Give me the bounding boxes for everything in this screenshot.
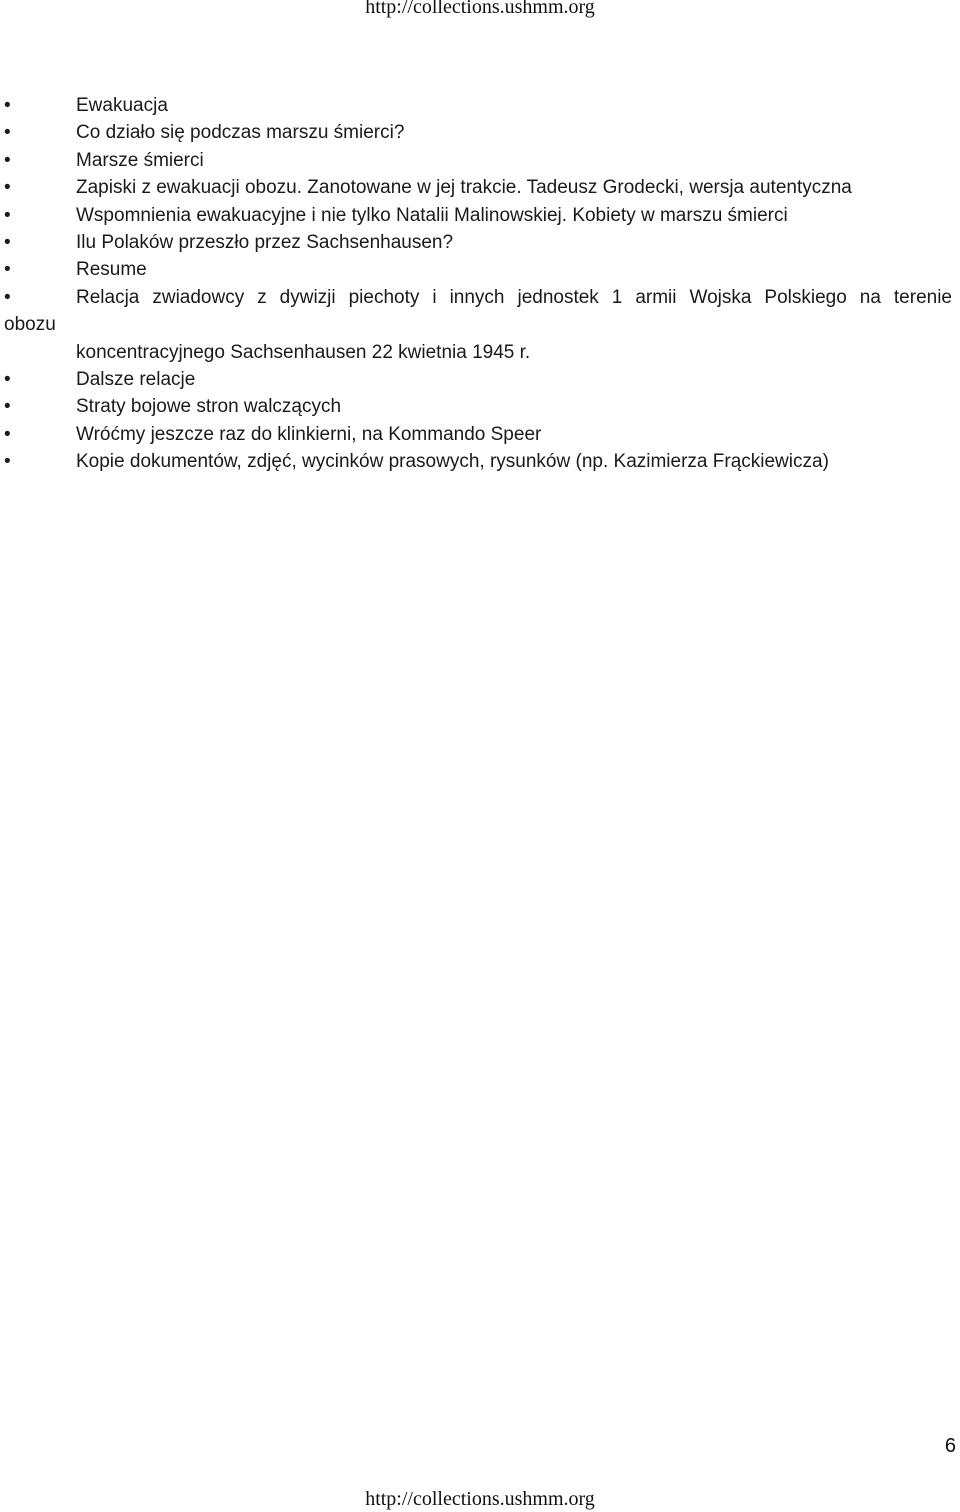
bullet-icon: • [4,177,11,199]
toc-item [0,92,960,119]
toc-entry-line2: koncentracyjnego Sachsenhausen 22 kwietnia 1945 r. [76,341,531,363]
bullet-icon: • [4,423,11,445]
bullet-icon: • [4,396,11,418]
footer-url: http://collections.ushmm.org [365,1488,595,1510]
toc-entry-wrap: obozu [4,314,56,336]
toc-item [0,229,960,256]
toc-entry-text: Zapiski z ewakuacji obozu. Zanotowane w jej trakcie. Tadeusz Grodecki, wersja autentyczna [76,177,852,199]
toc-item [0,366,960,393]
toc-entry-text: Resume [76,259,147,281]
bullet-icon: • [4,259,11,281]
bullet-icon: • [4,369,11,391]
toc-item [0,256,960,283]
toc-item [0,421,960,448]
toc-item [0,202,960,229]
toc-item [0,147,960,174]
toc-entry-text: Kopie dokumentów, zdjęć, wycinków prasowych, rysunków (np. Kazimierza Frąckiewicza) [76,451,829,473]
toc-entry-text: Ewakuacja [76,95,168,116]
toc-item [0,119,960,146]
toc-list [0,92,960,476]
toc-item [0,393,960,420]
toc-item [0,174,960,201]
header-url: http://collections.ushmm.org [365,0,595,18]
bullet-icon: • [4,122,11,144]
toc-item [0,448,960,475]
toc-entry-text: Straty bojowe stron walczących [76,396,342,418]
toc-entry-text: Wspomnienia ewakuacyjne i nie tylko Natalii Malinowskiej. Kobiety w marszu śmierci [76,204,788,226]
toc-entry-text: Dalsze relacje [76,369,196,391]
bullet-icon: • [4,286,11,308]
toc-entry-text: Co działo się podczas marszu śmierci? [76,122,405,144]
toc-entry-text: Ilu Polaków przeszło przez Sachsenhausen? [76,232,454,254]
bullet-icon: • [4,149,11,171]
bullet-icon: • [4,232,11,254]
toc-entry-text: Wróćmy jeszcze raz do klinkierni, na Kommando Speer [76,423,542,445]
bullet-icon: • [4,451,11,473]
toc-entry-line1: Relacja zwiadowcy z dywizji piechoty i innych jednostek 1 armii Wojska Polskiego na terenie [76,286,952,308]
toc-entry-text: Marsze śmierci [76,149,204,171]
toc-item-multiline [0,284,960,366]
bullet-icon: • [4,204,11,226]
bullet-icon: • [4,95,11,116]
page-number: 6 [944,1435,956,1457]
